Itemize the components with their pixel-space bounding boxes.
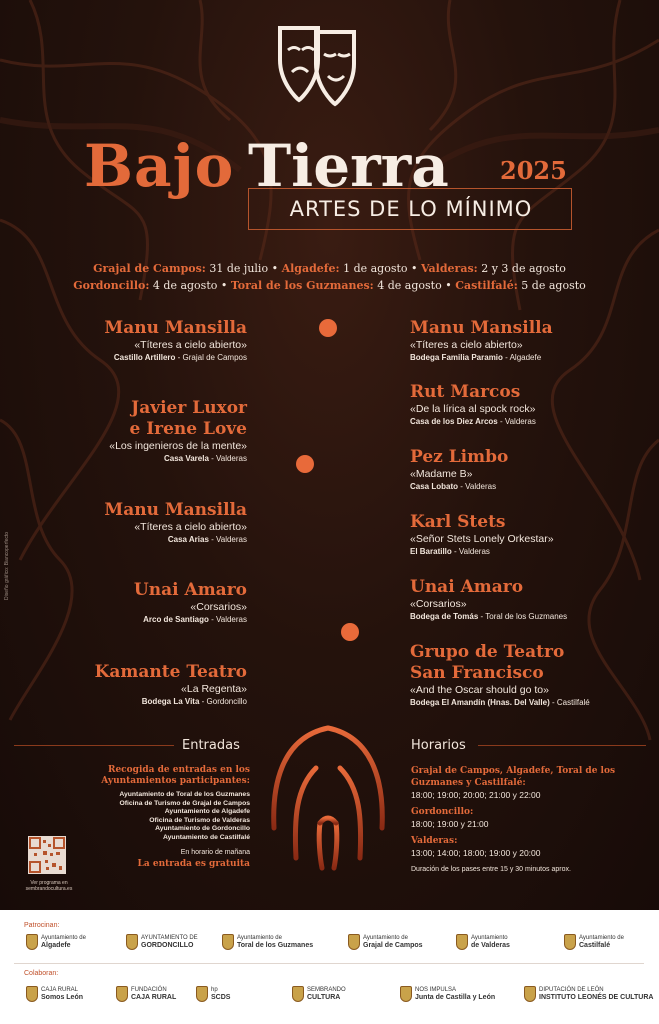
venue-town: - Gordoncillo <box>199 697 247 706</box>
title-year: 2025 <box>500 156 567 185</box>
sponsor-small: AYUNTAMIENTO DE <box>141 934 198 941</box>
sponsor-logo <box>400 986 495 1002</box>
crest-icon <box>26 986 38 1002</box>
event-name: Grupo de Teatro <box>410 642 565 662</box>
sponsor-logo <box>126 934 198 950</box>
venue-name: Casa de los Diez Arcos <box>410 417 498 426</box>
sponsor-logo <box>524 986 653 1002</box>
divider <box>478 745 646 746</box>
sponsor-small: DIPUTACIÓN DE LEÓN <box>539 986 604 993</box>
event-item <box>7 500 247 546</box>
sponsor-text <box>363 935 423 950</box>
venue-name: Casa Lobato <box>410 482 459 491</box>
entradas-free: La entrada es gratuita <box>137 858 250 869</box>
sponsor-big: SCDS <box>211 993 231 1001</box>
venue-name: Castillo Artillero <box>113 353 176 362</box>
dates <box>0 260 659 294</box>
event-item <box>7 580 247 626</box>
entradas-places <box>60 791 250 843</box>
horarios-times: 18:00; 19:00; 20:00; 21:00 y 22:00 <box>411 790 541 800</box>
date-value: 1 de agosto • <box>339 262 422 275</box>
event-name: Javier Luxor <box>131 398 247 418</box>
event-venue <box>410 481 650 493</box>
sponsor-text <box>41 987 83 1002</box>
horarios-section <box>411 765 631 873</box>
date-place: Toral de los Guzmanes: <box>230 279 374 292</box>
venue-name: El Baratillo <box>410 547 452 556</box>
sponsor-small: CAJA RURAL <box>41 986 79 993</box>
venue-name: Arco de Santiago <box>143 615 209 624</box>
venue-town: - Algadefe <box>502 353 542 362</box>
qr-caption: Ver programa en sembrandocultura.es <box>25 880 73 892</box>
sponsor-big: de Valderas <box>471 941 510 949</box>
sponsor-logo <box>292 986 346 1002</box>
date-value: 2 y 3 de agosto <box>477 262 566 275</box>
horarios-times: 13:00; 14:00; 18:00; 19:00 y 20:00 <box>411 848 541 858</box>
theatre-masks-icon <box>272 20 362 110</box>
event-name: Manu Mansilla <box>410 318 553 338</box>
event-name: Unai Amaro <box>133 580 247 600</box>
event-venue <box>7 352 247 364</box>
sponsor-small: Ayuntamiento <box>471 934 508 941</box>
event-venue <box>410 546 650 558</box>
sponsors-band <box>0 910 659 1024</box>
event-venue <box>410 352 650 364</box>
colaboran-label: Colaboran: <box>24 970 59 977</box>
venue-town: - Valderas <box>208 615 247 624</box>
event-show: «Títeres a cielo abierto» <box>410 339 523 351</box>
event-item <box>7 398 247 465</box>
sponsor-big: Algadefe <box>41 941 71 949</box>
venue-name: Casa Arias <box>167 535 209 544</box>
event-item <box>7 318 247 364</box>
event-item <box>410 577 650 623</box>
venue-name: Casa Varela <box>163 454 209 463</box>
crest-icon <box>126 934 138 950</box>
crest-icon <box>564 934 576 950</box>
sponsor-small: NOS IMPULSA <box>415 986 457 993</box>
horarios-groups <box>411 765 631 860</box>
sponsor-logo <box>456 934 510 950</box>
sponsor-logo <box>348 934 423 950</box>
event-show: «Corsarios» <box>190 601 247 613</box>
crest-icon <box>524 986 536 1002</box>
dates-line-1 <box>0 260 659 277</box>
event-name: Kamante Teatro <box>94 662 247 682</box>
crest-icon <box>196 986 208 1002</box>
event-item <box>410 447 650 493</box>
entradas-hours: En horario de mañana <box>180 848 250 856</box>
horarios-duration: Duración de los pases entre 15 y 30 minutos aprox. <box>411 866 571 873</box>
sponsor-small: Ayuntamiento de <box>363 934 408 941</box>
sponsor-big: Castilfalé <box>579 941 611 949</box>
venue-name: Bodega de Tomás <box>410 612 479 621</box>
crest-icon <box>116 986 128 1002</box>
entradas-heading: Recogida de entradas en los Ayuntamientos participantes: <box>101 765 250 786</box>
event-item <box>410 642 650 709</box>
event-name: Pez Limbo <box>410 447 509 467</box>
date-place: Valderas: <box>421 262 478 275</box>
sponsor-text <box>579 935 624 950</box>
sponsor-logo <box>116 986 176 1002</box>
event-venue <box>410 416 650 428</box>
sponsor-logo <box>196 986 230 1002</box>
crest-icon <box>26 934 38 950</box>
qr-code[interactable] <box>28 836 66 874</box>
date-place: Castilfalé: <box>455 279 518 292</box>
venue-name: Bodega El Amandín (Hnas. Del Valle) <box>410 698 550 707</box>
sponsor-logo <box>26 986 83 1002</box>
event-venue <box>7 534 247 546</box>
horarios-places: Grajal de Campos, Algadefe, Toral de los Guzmanes y Castilfalé: <box>411 766 616 788</box>
sponsor-logo <box>26 934 86 950</box>
event-venue <box>7 696 247 708</box>
entradas-place: Oficina de Turismo de Valderas <box>149 816 250 824</box>
divider <box>14 745 174 746</box>
event-item <box>410 512 650 558</box>
sponsor-big: Toral de los Guzmanes <box>237 941 314 949</box>
crest-icon <box>222 934 234 950</box>
entradas-place: Ayuntamiento de Algadefe <box>164 808 250 816</box>
event-show: «And the Oscar should go to» <box>410 684 549 696</box>
horarios-places: Valderas: <box>411 836 458 846</box>
sponsor-big: INSTITUTO LEONÉS DE CULTURA <box>539 993 654 1001</box>
event-name: Unai Amaro <box>410 577 524 597</box>
venue-town: - Valderas <box>451 547 490 556</box>
event-name: Manu Mansilla <box>104 318 247 338</box>
entradas-title: Entradas <box>182 738 240 753</box>
venue-town: - Valderas <box>458 482 497 491</box>
sponsor-text <box>131 987 176 1002</box>
sponsor-text <box>539 987 653 1002</box>
sponsor-text <box>211 987 230 1002</box>
crest-icon <box>292 986 304 1002</box>
design-credit: Diseño gráfico: Biancoperfecto <box>4 531 10 600</box>
event-show: «Corsarios» <box>410 598 467 610</box>
dates-line-2 <box>0 277 659 294</box>
sponsor-logo <box>222 934 313 950</box>
entradas-place: Ayuntamiento de Gordoncillo <box>155 825 250 833</box>
horarios-places: Gordoncillo: <box>411 807 474 817</box>
sponsor-text <box>415 987 495 1002</box>
entradas-place: Ayuntamiento de Castilfalé <box>163 833 250 841</box>
event-show: «Títeres a cielo abierto» <box>134 339 247 351</box>
sponsor-small: Ayuntamiento de <box>237 934 282 941</box>
sponsor-big: Somos León <box>41 993 84 1001</box>
event-show: «Madame B» <box>410 468 473 480</box>
event-show: «Señor Stets Lonely Orkestar» <box>410 533 554 545</box>
event-name: Karl Stets <box>410 512 506 532</box>
crest-icon <box>456 934 468 950</box>
sponsor-big: GORDONCILLO <box>141 941 194 949</box>
event-item <box>7 662 247 708</box>
event-item <box>410 382 650 428</box>
date-value: 31 de julio • <box>205 262 282 275</box>
event-name: Rut Marcos <box>410 382 521 402</box>
event-name: San Francisco <box>410 663 544 683</box>
event-item <box>410 318 650 364</box>
venue-name: Bodega La Vita <box>141 697 200 706</box>
date-value: 5 de agosto <box>517 279 586 292</box>
event-name: e Irene Love <box>129 419 247 439</box>
event-venue <box>7 453 247 465</box>
sponsor-big: CULTURA <box>307 993 341 1001</box>
horarios-times: 18:00; 19:00 y 21:00 <box>411 819 489 829</box>
patrocinan-label: Patrocinan: <box>24 922 60 929</box>
sponsor-small: FUNDACIÓN <box>131 986 167 993</box>
sponsor-small: Ayuntamiento de <box>579 934 624 941</box>
event-show: «La Regenta» <box>181 683 247 695</box>
crest-icon <box>400 986 412 1002</box>
sponsor-big: Grajal de Campos <box>363 941 423 949</box>
event-show: «Los ingenieros de la mente» <box>109 440 247 452</box>
venue-town: - Valderas <box>497 417 536 426</box>
crest-icon <box>348 934 360 950</box>
entradas-place: Oficina de Turismo de Grajal de Campos <box>119 799 250 807</box>
sponsor-big: Junta de Castilla y León <box>415 993 496 1001</box>
fork-illustration <box>260 318 400 878</box>
event-venue <box>7 614 247 626</box>
sponsor-small: hp <box>211 986 218 993</box>
sponsor-small: Ayuntamiento de <box>41 934 86 941</box>
sponsor-logo <box>564 934 624 950</box>
event-show: «De la lírica al spock rock» <box>410 403 536 415</box>
horarios-title: Horarios <box>411 738 466 753</box>
date-place: Grajal de Campos: <box>93 262 206 275</box>
entradas-section <box>60 765 250 869</box>
sponsor-small: SEMBRANDO <box>307 986 346 993</box>
event-name: Manu Mansilla <box>104 500 247 520</box>
sponsor-text <box>237 935 313 950</box>
sponsors-divider <box>14 963 644 964</box>
event-venue <box>410 697 650 709</box>
subtitle: ARTES DE LO MÍNIMO <box>289 197 533 221</box>
sponsor-text <box>141 935 198 950</box>
venue-town: - Grajal de Campos <box>175 353 247 362</box>
sponsor-big: CAJA RURAL <box>131 993 177 1001</box>
date-place: Algadefe: <box>281 262 340 275</box>
sponsor-text <box>471 935 510 950</box>
venue-town: - Castilfalé <box>549 698 590 707</box>
date-value: 4 de agosto • <box>149 279 231 292</box>
event-venue <box>410 611 650 623</box>
venue-town: - Valderas <box>208 454 247 463</box>
venue-name: Bodega Familia Paramio <box>410 353 503 362</box>
sponsor-text <box>307 987 346 1002</box>
date-place: Gordoncillo: <box>73 279 150 292</box>
venue-town: - Valderas <box>208 535 247 544</box>
date-value: 4 de agosto • <box>373 279 456 292</box>
sponsor-text <box>41 935 86 950</box>
entradas-place: Ayuntamiento de Toral de los Guzmanes <box>119 791 250 798</box>
event-show: «Títeres a cielo abierto» <box>134 521 247 533</box>
venue-town: - Toral de los Guzmanes <box>478 612 568 621</box>
title-tierra: Tierra <box>248 132 449 200</box>
title-bajo: Bajo <box>84 132 235 200</box>
